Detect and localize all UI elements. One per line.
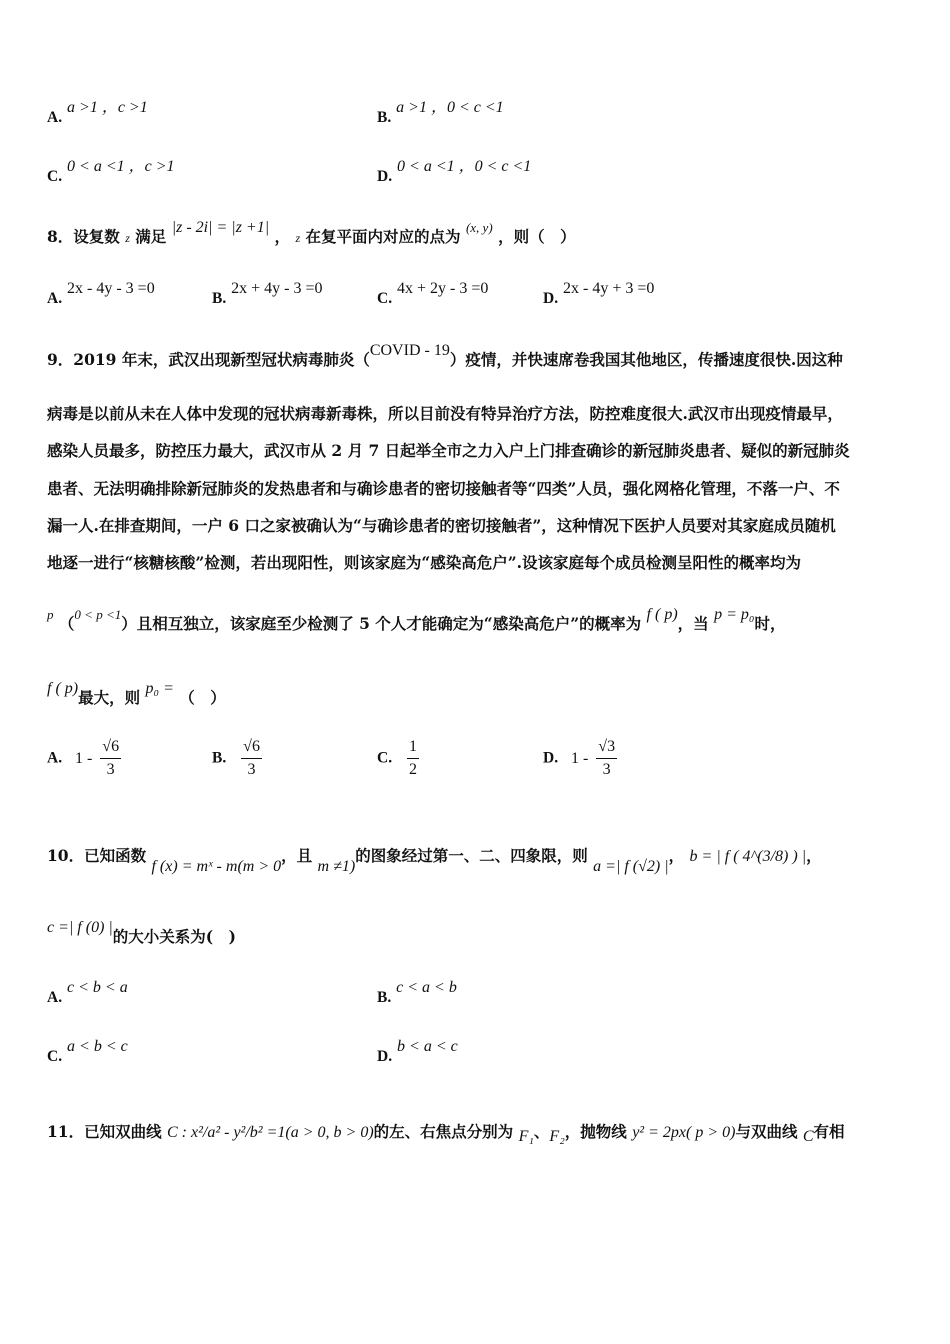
q10-text: 的图象经过第一、二、四象限，则 [355, 846, 588, 865]
q10-text: 的大小关系为( ) [112, 927, 236, 946]
q9-covid-label: COVID - 19 [369, 342, 450, 359]
option-letter: A. [47, 749, 63, 767]
q9-text: 9．2019 年末，武汉出现新型冠状病毒肺炎（ [47, 350, 370, 369]
q10-condition: m ≠1) [317, 858, 356, 875]
q8-text: ，则（ ） [498, 227, 576, 246]
option-letter: D. [543, 290, 559, 307]
option-letter: D. [377, 168, 393, 185]
option-letter: C. [377, 290, 393, 307]
q10-b-def: b = | f ( 4^(3/8) ) | [689, 848, 807, 865]
fraction-denominator: 3 [602, 761, 611, 778]
q9-text: （ ） [179, 688, 226, 707]
q11-hyperbola: C : x²/a² - y²/b² =1(a > 0, b > 0) [166, 1124, 374, 1141]
q10-option-b[interactable] [377, 979, 457, 1007]
fraction-numerator: √6 [100, 736, 121, 759]
option-expr: a >1 ，0 < c <1 [396, 99, 504, 116]
q11-line-1 [47, 1120, 845, 1145]
q9-range: 0 < p <1 [74, 607, 122, 622]
q8-option-c[interactable] [377, 280, 489, 308]
q9-option-d[interactable] [543, 736, 620, 781]
q10-text: ， [668, 846, 685, 865]
q9-option-c[interactable] [377, 736, 422, 781]
option-expr: a < b < c [67, 1038, 128, 1055]
option-expr: 0 < a <1 ，c >1 [67, 158, 175, 175]
q8-text: 8．设复数 [47, 227, 120, 246]
fraction-numerator: 1 [407, 736, 419, 759]
q8-text: 满足 [135, 227, 167, 246]
option-letter: A. [47, 989, 63, 1006]
q7-option-c[interactable] [47, 158, 175, 186]
q9-text: ）且相互独立，该家庭至少检测了 5 个人才能确定为“感染高危户”的概率为 [121, 614, 642, 633]
q7-option-b[interactable] [377, 99, 504, 127]
option-letter: D. [377, 1048, 393, 1065]
q9-line-6: 地逐一进行“核糖核酸”检测，若出现阳性，则该家庭为“感染高危户”.设该家庭每个成员检测呈阳性的概率均为 [47, 553, 802, 572]
option-expr: c < b < a [67, 979, 128, 996]
q8-option-b[interactable] [212, 280, 323, 308]
q9-option-b[interactable] [212, 736, 265, 781]
q10-line-1 [47, 844, 822, 875]
q8-text: 在复平面内对应的点为 [305, 227, 461, 246]
q8-stem [47, 219, 576, 247]
option-expr: 2x - 4y - 3 =0 [67, 280, 155, 297]
q11-text: ，抛物线 [564, 1122, 627, 1141]
q9-option-a[interactable] [47, 736, 124, 781]
q10-option-c[interactable] [47, 1038, 128, 1066]
option-prefix: 1 - [571, 749, 589, 767]
q9-var-p: p [47, 607, 54, 622]
q8-var-z: z [295, 231, 301, 245]
q9-p0: p₀ = [145, 680, 174, 697]
fraction-numerator: √6 [241, 736, 262, 759]
option-expr: c < a < b [396, 979, 457, 996]
q9-text: ）疫情，并快速席卷我国其他地区，传播速度很快.因这种 [449, 350, 843, 369]
q11-parabola: y² = 2px( p > 0) [632, 1124, 736, 1141]
q9-line-5: 漏一人.在排查期间，一户 6 口之家被确认为“与确诊患者的密切接触者”，这种情况下医护人员要对其家庭成员随机 [47, 516, 836, 535]
fraction-numerator: √3 [596, 736, 617, 759]
option-expr: a >1 ，c >1 [67, 99, 148, 116]
q11-f1: F₁ [518, 1128, 534, 1145]
option-letter: A. [47, 290, 63, 307]
q8-option-d[interactable] [543, 280, 655, 308]
q9-text: ，当 [677, 614, 709, 633]
option-expr: 2x - 4y + 3 =0 [563, 280, 655, 297]
q10-option-d[interactable] [377, 1038, 458, 1066]
fraction-denominator: 3 [106, 761, 115, 778]
q8-text: ， [274, 227, 291, 246]
q8-var-z: z [125, 231, 130, 245]
q10-a-def: a =| f (√2) | [593, 858, 669, 875]
q11-text: 、 [533, 1122, 550, 1141]
option-letter: C. [47, 168, 63, 185]
option-letter: B. [212, 749, 227, 767]
q10-function: f (x) = mˣ - m(m > 0 [151, 858, 282, 875]
q7-option-a[interactable] [47, 99, 148, 127]
q10-text: ，且 [281, 846, 313, 865]
option-letter: B. [212, 290, 227, 307]
q9-text: 时， [754, 614, 786, 633]
q7-option-d[interactable] [377, 158, 532, 186]
q9-p-eq: p = p₀ [714, 606, 755, 623]
option-letter: B. [377, 989, 392, 1006]
q9-fp: f ( p) [646, 606, 678, 623]
q11-text: 有相 [813, 1122, 845, 1141]
q9-fp: f ( p) [47, 680, 79, 697]
q10-c-def: c =| f (0) | [47, 919, 113, 936]
option-prefix: 1 - [75, 749, 93, 767]
q11-text: 与双曲线 [735, 1122, 798, 1141]
option-letter: B. [377, 109, 392, 126]
option-letter: C. [47, 1048, 63, 1065]
q9-line-1 [47, 342, 843, 370]
q9-line-4: 患者、无法明确排除新冠肺炎的发热患者和与确诊患者的密切接触者等“四类”人员，强化网格化管理，不落一户、不 [47, 479, 840, 498]
option-letter: A. [47, 109, 63, 126]
option-letter: D. [543, 749, 559, 767]
q9-line-7 [47, 606, 786, 634]
q9-line-2: 病毒是以前从未在人体中发现的冠状病毒新毒株，所以目前没有特异治疗方法，防控难度很大.武汉市出现疫情最早， [47, 404, 843, 423]
option-expr: 0 < a <1 ，0 < c <1 [397, 158, 532, 175]
option-expr: b < a < c [397, 1038, 458, 1055]
option-fraction [241, 736, 262, 781]
q8-option-a[interactable] [47, 280, 155, 308]
q11-text: 11．已知双曲线 [47, 1122, 162, 1141]
q11-f2: F₂ [549, 1128, 565, 1145]
q10-option-a[interactable] [47, 979, 128, 1007]
q10-text: ， [806, 846, 822, 865]
option-expr: 2x + 4y - 3 =0 [231, 280, 323, 297]
q11-text: 的左、右焦点分别为 [373, 1122, 514, 1141]
q9-text: （ [58, 614, 75, 633]
q10-text: 10．已知函数 [47, 846, 147, 865]
option-letter: C. [377, 749, 393, 767]
q11-var-c: C [802, 1128, 814, 1145]
q8-condition: |z - 2i| = |z +1| [171, 219, 270, 236]
q8-point: (x, y) [465, 220, 493, 235]
q9-line-3: 感染人员最多，防控压力最大，武汉市从 2 月 7 日起举全市之力入户上门排查确诊的新冠肺炎患者、疑似的新冠肺炎 [47, 441, 850, 460]
option-fraction [596, 736, 617, 781]
option-fraction [407, 736, 419, 781]
fraction-denominator: 3 [247, 761, 256, 778]
q9-text: 最大，则 [78, 688, 141, 707]
option-fraction [100, 736, 121, 781]
q10-line-2 [47, 919, 236, 947]
q9-line-8 [47, 680, 226, 708]
option-expr: 4x + 2y - 3 =0 [397, 280, 489, 297]
fraction-denominator: 2 [409, 761, 418, 778]
